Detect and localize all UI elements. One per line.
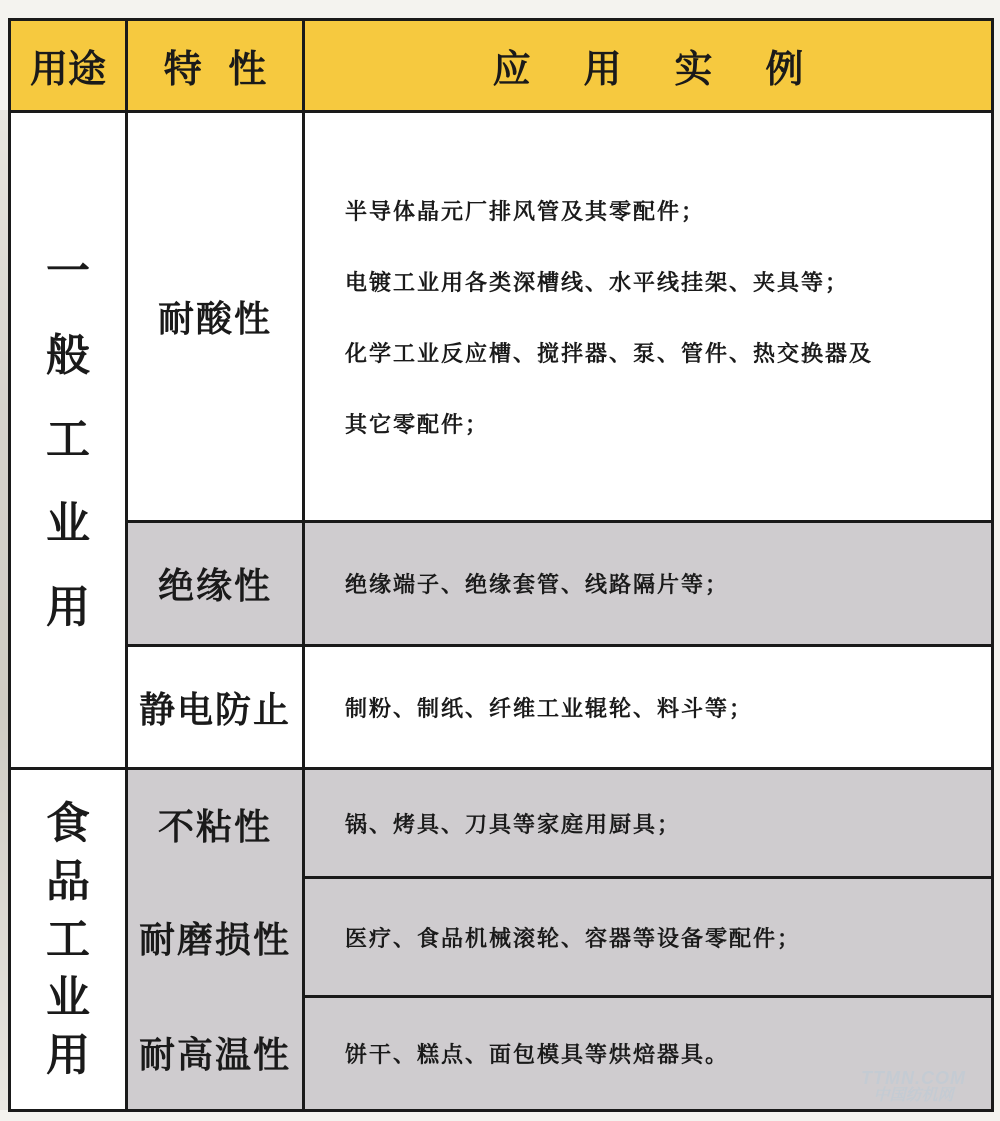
property-label: 绝缘性 bbox=[157, 566, 272, 607]
examples-acid-resistance bbox=[302, 110, 994, 523]
watermark bbox=[861, 1069, 966, 1105]
watermark-line2: 中国纺机网 bbox=[873, 1087, 954, 1105]
usage-char: 品 bbox=[46, 855, 90, 907]
property-label: 耐高温性 bbox=[138, 1034, 291, 1076]
usage-char: 一 bbox=[46, 246, 90, 297]
usage-char: 工 bbox=[46, 414, 90, 465]
usage-char: 般 bbox=[46, 330, 90, 381]
header-usage-label: 用途 bbox=[29, 47, 106, 91]
usage-general-industry bbox=[8, 110, 128, 770]
header-usage bbox=[8, 18, 128, 113]
property-wear-resistance bbox=[125, 876, 305, 998]
examples-antistatic bbox=[302, 644, 994, 770]
property-label: 耐酸性 bbox=[157, 299, 272, 340]
examples-non-stick bbox=[302, 767, 994, 879]
usage-char: 业 bbox=[46, 498, 90, 549]
example-line: 饼干、糕点、面包模具等烘焙器具。 bbox=[345, 1043, 730, 1068]
example-line: 其它零配件； bbox=[345, 412, 490, 438]
example-line: 医疗、食品机械滚轮、容器等设备零配件； bbox=[345, 926, 802, 952]
property-non-stick bbox=[125, 767, 305, 879]
usage-char: 用 bbox=[46, 582, 90, 633]
example-line: 锅、烤具、刀具等家庭用厨具； bbox=[345, 812, 682, 838]
usage-char: 用 bbox=[46, 1029, 90, 1081]
watermark-line1: TTMN.COM bbox=[861, 1068, 966, 1089]
property-label: 静电防止 bbox=[138, 689, 291, 731]
property-label: 不粘性 bbox=[157, 807, 272, 848]
example-line: 制粉、制纸、纤维工业辊轮、料斗等； bbox=[345, 696, 754, 722]
property-label: 耐磨损性 bbox=[138, 919, 291, 961]
usage-char: 工 bbox=[46, 913, 90, 965]
header-property-label: 特 性 bbox=[163, 47, 267, 91]
example-line: 化学工业反应槽、搅拌器、泵、管件、热交换器及 bbox=[345, 341, 874, 367]
example-line: 半导体晶元厂排风管及其零配件； bbox=[345, 199, 706, 225]
usage-char: 食 bbox=[46, 797, 90, 849]
header-examples bbox=[302, 18, 994, 113]
property-acid-resistance bbox=[125, 110, 305, 523]
examples-wear-resistance bbox=[302, 876, 994, 998]
property-insulation bbox=[125, 520, 305, 647]
usage-food-industry bbox=[8, 767, 128, 1112]
header-property bbox=[125, 18, 305, 113]
example-line: 电镀工业用各类深槽线、水平线挂架、夹具等； bbox=[345, 270, 850, 296]
examples-insulation bbox=[302, 520, 994, 647]
property-antistatic bbox=[125, 644, 305, 770]
example-line: 绝缘端子、绝缘套管、线路隔片等； bbox=[345, 573, 730, 598]
property-heat-resistance bbox=[125, 995, 305, 1112]
usage-char: 业 bbox=[46, 971, 90, 1023]
header-examples-label: 应 用 实 例 bbox=[492, 47, 804, 91]
